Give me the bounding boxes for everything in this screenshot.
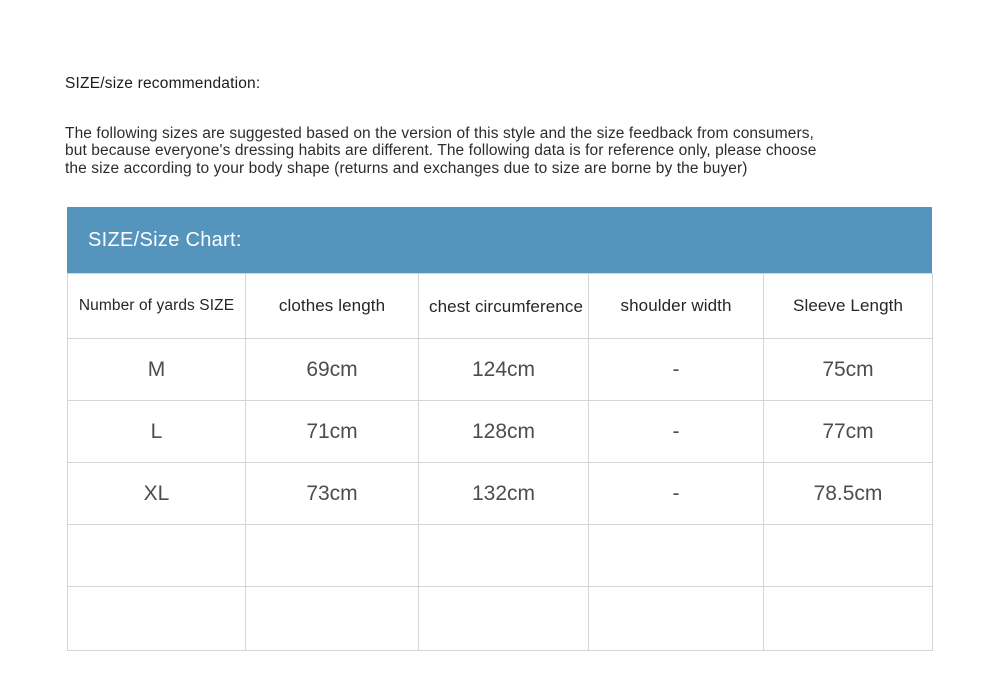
cell-clothes-length: 71cm (246, 401, 419, 463)
cell-empty (764, 525, 933, 587)
size-chart (67, 207, 932, 651)
cell-empty (589, 525, 764, 587)
cell-empty (68, 587, 246, 651)
column-header-shoulder-width: shoulder width (589, 274, 764, 339)
table-row-empty (68, 587, 933, 651)
cell-empty (764, 587, 933, 651)
size-table (67, 273, 933, 651)
description-line: but because everyone's dressing habits are different. The following data is for reference only, please choose (65, 142, 817, 160)
cell-size: M (68, 339, 246, 401)
cell-clothes-length: 73cm (246, 463, 419, 525)
cell-shoulder: - (589, 463, 764, 525)
cell-chest: 124cm (419, 339, 589, 401)
column-header-clothes-length: clothes length (246, 274, 419, 339)
cell-empty (419, 525, 589, 587)
cell-empty (246, 525, 419, 587)
cell-empty (419, 587, 589, 651)
cell-shoulder: - (589, 339, 764, 401)
cell-size: L (68, 401, 246, 463)
description-line: The following sizes are suggested based on the version of this style and the size feedback from consumers, (65, 125, 814, 142)
table-row-xl (68, 463, 933, 525)
cell-chest: 128cm (419, 401, 589, 463)
column-header-size: Number of yards SIZE (68, 274, 246, 339)
cell-shoulder: - (589, 401, 764, 463)
page-title: SIZE/size recommendation: (65, 75, 261, 92)
cell-empty (68, 525, 246, 587)
cell-sleeve: 75cm (764, 339, 933, 401)
cell-size: XL (68, 463, 246, 525)
table-row-m (68, 339, 933, 401)
description-line: the size according to your body shape (returns and exchanges due to size are borne by the buyer) (65, 159, 748, 177)
table-header-row (68, 274, 933, 339)
column-header-sleeve-length: Sleeve Length (764, 274, 933, 339)
cell-empty (246, 587, 419, 651)
cell-clothes-length: 69cm (246, 339, 419, 401)
table-row-empty (68, 525, 933, 587)
column-header-chest-circumference: chest circumference (419, 274, 589, 339)
size-chart-title-bar (67, 207, 932, 273)
cell-chest: 132cm (419, 463, 589, 525)
size-description (65, 125, 816, 177)
size-chart-title: SIZE/Size Chart: (88, 228, 242, 251)
table-row-l (68, 401, 933, 463)
cell-empty (589, 587, 764, 651)
cell-sleeve: 78.5cm (764, 463, 933, 525)
cell-sleeve: 77cm (764, 401, 933, 463)
